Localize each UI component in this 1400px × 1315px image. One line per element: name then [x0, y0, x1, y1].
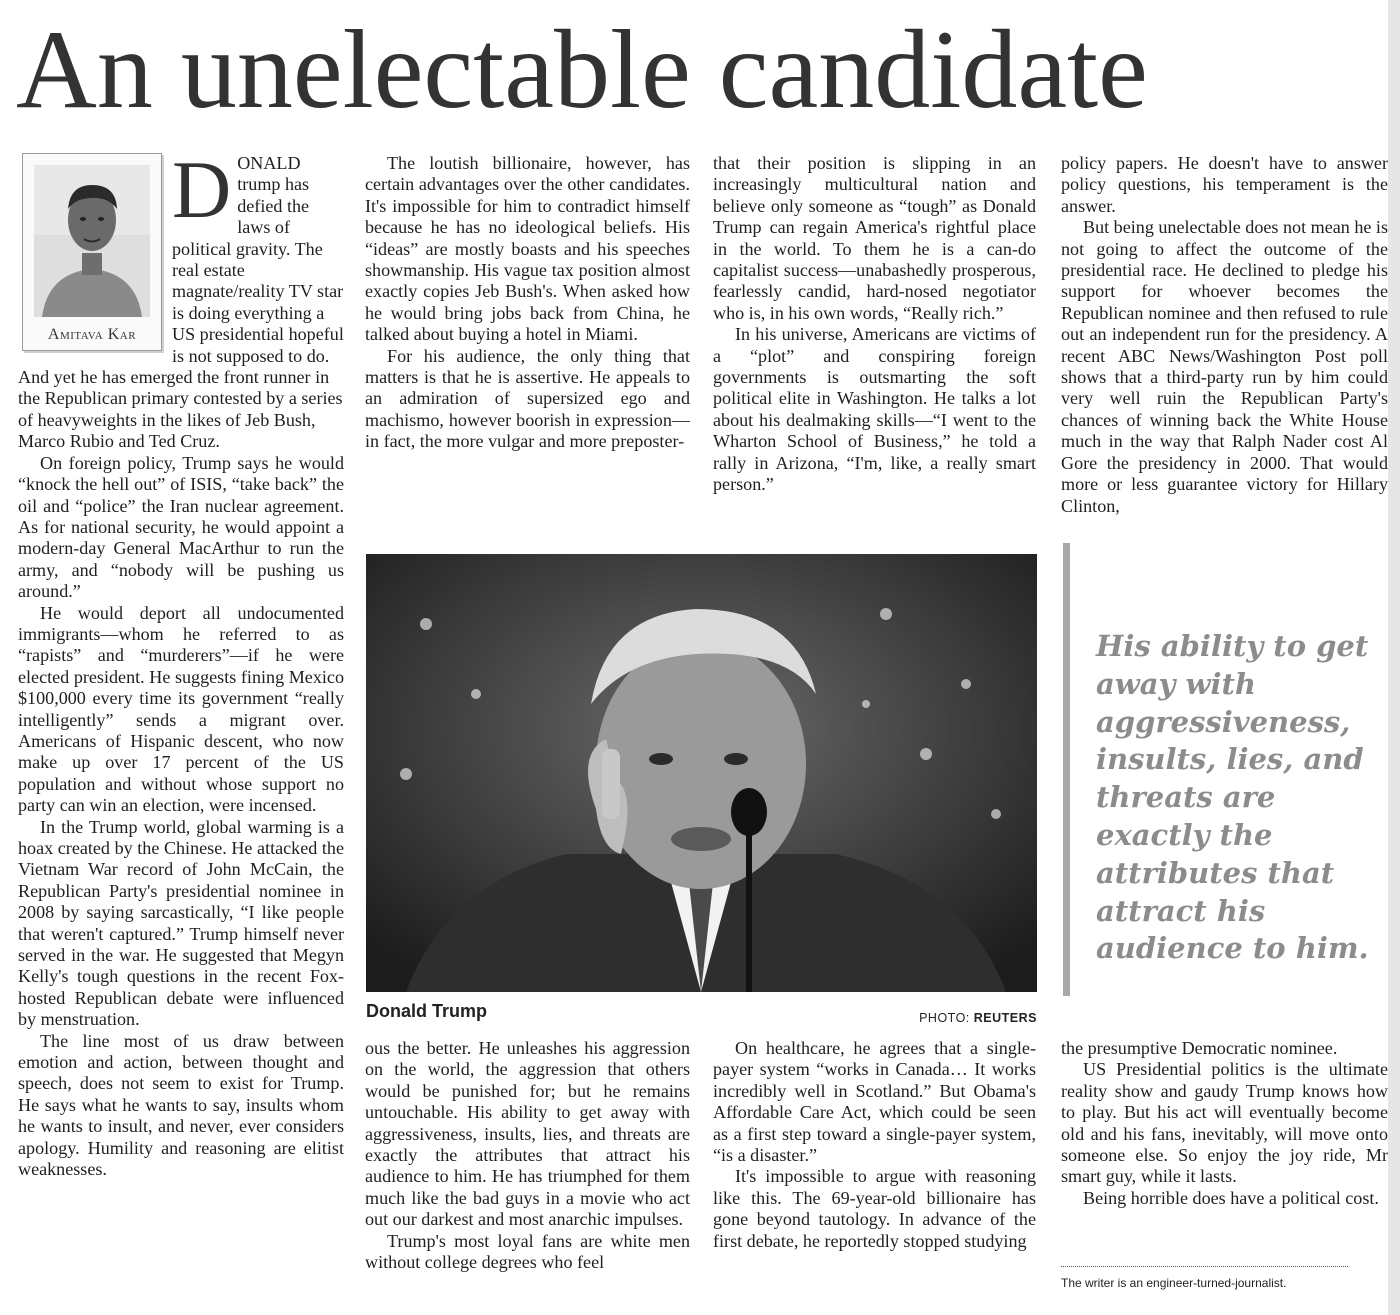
paragraph: The loutish billionaire, however, has certain advantages over the other candidates. It's impossible for him to contradict himself because he has no ideological beliefs. His “ideas” are mostly boasts and his speeches showmanship. His vague tax position almost exactly copies Jeb Bush's. When asked how he would bring jobs back from China, he talked about buying a hotel in Miami.	[365, 153, 690, 345]
paragraph: policy papers. He doesn't have to answer policy questions, his temperament is the answer.	[1061, 153, 1388, 216]
paragraph: For his audience, the only thing that matters is that he is assertive. He appeals to an admiration of supersized ego and machismo, however boorish in expression—in fact, the more vulgar and more preposter-	[365, 345, 690, 452]
photo-credit	[840, 1011, 1037, 1025]
paragraph: It's impossible to argue with reasoning like this. The 69-year-old billionaire has gone beyond tautology. In advance of the first debate, he reportedly stopped studying	[713, 1166, 1036, 1251]
column-3-bottom	[713, 1038, 1036, 1252]
paragraph: But being unelectable does not mean he is not going to affect the outcome of the presidential race. He declined to pledge his support for whoever becomes the Republican nominee and then refused to rule out an independent run for the presidency. A recent ABC News/Washington Post poll shows that a third-party run by him could very well ruin the Republican Party's chances of winning back the White House much in the way that Ralph Nader cost Al Gore the presidency in 2000. That would more or less guarantee victory for Hillary Clinton,	[1061, 217, 1388, 516]
column-4-top	[1061, 153, 1388, 517]
author-name: Amitava Kar	[47, 326, 137, 343]
column-1	[18, 144, 344, 1181]
column-4-bottom	[1061, 1038, 1388, 1209]
paragraph: that their position is slipping in an increasingly multicultural nation and believe only someone as “tough” as Donald Trump can regain America's rightful place in the world. To them he is a can-do capitalist success—unabashedly prosperous, fearlessly candid, hard-nosed negotiator who is, in his own words, “Really rich.”	[713, 153, 1036, 323]
drop-cap: D	[172, 144, 232, 235]
author-photo	[34, 165, 150, 317]
column-3-top	[713, 153, 1036, 496]
paragraph: In the Trump world, global warming is a hoax created by the Chinese. He attacked the Vietnam War record of John McCain, the Republican Party's presidential nominee in 2008 by saying sarcastically, “I like people that weren't captured.” Trump himself never served in the war. He suggested that Megyn Kelly's tough questions in the recent Fox-hosted Republican debate were influenced by menstruation.	[18, 816, 344, 1030]
paragraph: The line most of us draw between emotion and action, between thought and speech, does not seem to exist for Trump. He says what he wants to say, insults whom he wants to insult, and never, ever considers apology. Humility and reasoning are elitist weaknesses.	[18, 1030, 344, 1180]
paragraph: On foreign policy, Trump says he would “knock the hell out” of ISIS, “take back” the oil and “police” the Iran nuclear agreement. As for national security, he would appoint a modern-day General MacArthur to run the army, and “nobody will be pushing us around.”	[18, 452, 344, 602]
headline: An unelectable candidate	[16, 8, 1148, 132]
footnote-divider	[1061, 1266, 1348, 1267]
page-edge-shadow	[1388, 0, 1400, 1315]
pull-quote-bar	[1063, 543, 1070, 996]
footnote: The writer is an engineer-turned-journalist.	[1061, 1276, 1287, 1290]
paragraph: In his universe, Americans are victims of a “plot” and conspiring foreign governments is outsmarting the soft political elite in Washington. He talks a lot about his dealmaking skills—“I went to the Wharton School of Business,” he told a rally in Arizona, “I'm, like, a really smart person.”	[713, 324, 1036, 495]
author-box	[22, 153, 162, 351]
paragraph: He would deport all undocumented immigrants—whom he referred to as “rapists” and “murderers”—if he were elected president. He suggests fining Mexico $100,000 every time its government “really intelligently” sends a migrant over. Americans of Hispanic descent, who now make up over 17 percent of the US population and without whose support no party can win an election, were incensed.	[18, 602, 344, 816]
paragraph: US Presidential politics is the ultimate reality show and gaudy Trump knows how to play. But his act will eventually become old and his fans, inevitably, will move onto someone else. So enjoy the joy ride, Mr smart guy, while it lasts.	[1061, 1059, 1388, 1187]
paragraph: ous the better. He unleashes his aggression on the world, the aggression that others would be punished for; but he remains untouchable. His ability to get away with aggressiveness, insults, lies, and threats are exactly the attributes that attract his audience to him. He has triumphed for them much like the bad guys in a movie who act out our darkest and most anarchic impulses.	[365, 1038, 690, 1230]
paragraph: the presumptive Democratic nominee.	[1061, 1038, 1338, 1058]
lead-caps: ONALD	[237, 153, 301, 173]
paragraph: On healthcare, he agrees that a single-payer system “works in Canada… It works incredibly well in Scotland.” But Obama's Affordable Care Act, which could be seen as a first step toward a single-payer system, “is a disaster.”	[713, 1038, 1036, 1166]
lead-text: trump has defied the laws of political gravity. The real estate magnate/reality TV star is doing everything a US presidential hopeful is not supposed to do. And yet he has emerged the front runner in the Republican primary contested by a series of heavyweights in the likes of Jeb Bush, Marco Rubio and Ted Cruz.	[18, 174, 344, 452]
photo-credit-label: PHOTO:	[919, 1011, 970, 1025]
pull-quote: His ability to get away with aggressiveness, insults, lies, and threats are exactly the attributes that attract his audience to him.	[1096, 629, 1369, 966]
column-2-top	[365, 153, 690, 453]
photo-credit-source: REUTERS	[973, 1011, 1037, 1025]
paragraph: Being horrible does have a political cost.	[1083, 1187, 1379, 1208]
paragraph: Trump's most loyal fans are white men without college degrees who feel	[365, 1230, 690, 1273]
trump-photo	[366, 554, 1037, 992]
column-2-bottom	[365, 1038, 690, 1273]
photo-caption: Donald Trump	[366, 1001, 487, 1021]
